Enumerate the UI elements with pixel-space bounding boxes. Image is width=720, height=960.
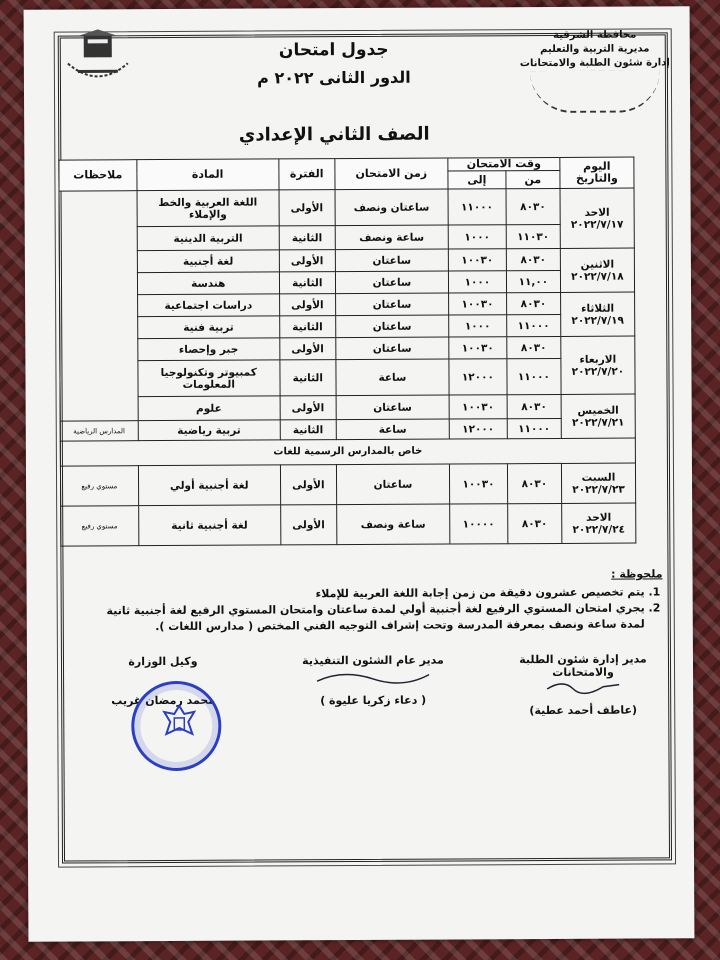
language-schools-title: خاص بالمدارس الرسمية للغات: [60, 438, 635, 466]
day-cell: الثلاثاء ٢٠٢٢/٧/١٩: [560, 292, 634, 336]
col-duration: زمن الامتحان: [335, 158, 448, 190]
signature-executive-director: مدير عام الشئون التنفيذية ( دعاء زكريا عليوة ): [302, 653, 444, 708]
table-row: ١١٠٠٠ ١٠٠٠ ساعتان الثانية تربية فنية: [60, 314, 635, 339]
day-cell: الاحد ٢٠٢٢/٧/١٧: [560, 188, 634, 248]
table-row: ١١,٠٠ ١٠٠٠ ساعتان الثانية هندسة: [59, 270, 634, 295]
document-heading: [224, 40, 444, 88]
gov-line-2: مديرية التربية والتعليم: [540, 43, 650, 56]
doc-title: جدول امتحان: [278, 39, 389, 61]
table-row: السبت ٢٠٢٢/٧/٢٣ ٨٠٣٠ ١٠٠٣٠ ساعتان الأولى لغة أجنبية أولي مستوي رفيع: [60, 463, 635, 506]
table-row: الخميس ٢٠٢٢/٧/٢١ ٨٠٣٠ ١٠٠٣٠ ساعتان الأولى علوم: [60, 394, 635, 421]
day-cell: الاحد ٢٠٢٢/٧/٢٤: [562, 503, 636, 543]
col-notes: ملاحظات: [59, 160, 137, 191]
table-row: ١١٠٣٠ ١٠٠٠ ساعة ونصف الثانية التربية الدينية: [59, 224, 634, 251]
note-sports-schools: المدارس الرياضية: [60, 421, 138, 441]
col-time: وقت الامتحان: [448, 157, 560, 171]
signature-scribble: [543, 679, 623, 695]
signature-scribble: [313, 667, 433, 688]
document-page: [24, 6, 695, 941]
table-row: الاحد ٢٠٢٢/٧/٢٤ ٨٠٣٠ ١٠٠٠٠ ساعة ونصف الأولى لغة أجنبية ثانية مستوي رفيع: [61, 503, 636, 546]
ministry-logo: [60, 27, 136, 91]
governorate-header: [520, 28, 670, 113]
table-row: ١١٠٠٠ ١٢٠٠٠ ساعة الثانية كمبيوتر وتكنولوجيا المعلومات: [60, 358, 635, 397]
doc-subtitle: الدور الثانى ٢٠٢٢ م: [257, 67, 411, 88]
day-cell: الاربعاء ٢٠٢٢/٧/٢٠: [561, 336, 635, 394]
col-from: من: [506, 170, 560, 188]
col-subject: المادة: [137, 159, 279, 191]
table-row: الاثنين ٢٠٢٢/٧/١٨ ٨٠٣٠ ١٠٠٣٠ ساعتان الأولى لغة أجنبية: [59, 248, 634, 273]
section-row: [60, 438, 635, 466]
exam-schedule-table: [58, 157, 636, 547]
table-row: الثلاثاء ٢٠٢٢/٧/١٩ ٨٠٣٠ ١٠٠٣٠ ساعتان الأولى دراسات اجتماعية: [60, 292, 635, 317]
day-cell: السبت ٢٠٢٢/٧/٢٣: [561, 463, 635, 503]
table-row: الاربعاء ٢٠٢٢/٧/٢٠ ٨٠٣٠ ١٠٠٣٠ ساعتان الأولى جبر وإحصاء: [60, 336, 635, 361]
gov-line-3: إدارة شئون الطلبة والامتحانات: [519, 57, 670, 70]
gov-line-1: محافظة الشرقية: [553, 29, 637, 41]
table-row: ١١٠٠٠ ١٢٠٠٠ ساعة الثانية تربية رياضية المدارس الرياضية: [60, 418, 635, 441]
notes-title: ملحوظة :: [611, 567, 663, 581]
col-period: الفترة: [279, 159, 335, 190]
notes-section: [102, 566, 662, 635]
table-row: الاحد ٢٠٢٢/٧/١٧ ٨٠٣٠ ١١٠٠٠ ساعتان ونصف الأولى اللغة العربية والخط والإملاء: [59, 188, 634, 227]
day-cell: الاثنين ٢٠٢٢/٧/١٨: [560, 248, 634, 292]
eagle-emblem-icon: [162, 704, 196, 744]
official-stamp: [131, 681, 221, 771]
signature-undersecretary: وكيل الوزارة محمد رمضان غريب: [111, 654, 216, 708]
day-cell: الخميس ٢٠٢٢/٧/٢١: [561, 394, 635, 438]
signature-student-affairs: مدير إدارة شئون الطلبة والامتحانات (عاطف أحمد عطية): [519, 652, 647, 718]
note-item: 1. يتم تخصيص عشرون دقيقة من زمن إجابة اللغة العربية للإملاء: [103, 585, 645, 604]
header-ornament: [530, 70, 660, 113]
grade-title: الصف الثاني الإعدادي: [238, 123, 430, 146]
col-to: إلى: [448, 171, 506, 189]
col-day: اليوم والتاريخ: [560, 157, 634, 188]
note-item: 2. يجري امتحان المستوي الرفيع لغة أجنبية أولي لمدة ساعتان وامتحان المستوي الرفيع لغة أجنبية ثانية لمدة ساعة ونصف بمعرفة المدرسة وتحت إشراف التوجيه الفني المختص ( مدارس اللغات ).: [103, 601, 645, 636]
notes-cell: [59, 191, 138, 421]
